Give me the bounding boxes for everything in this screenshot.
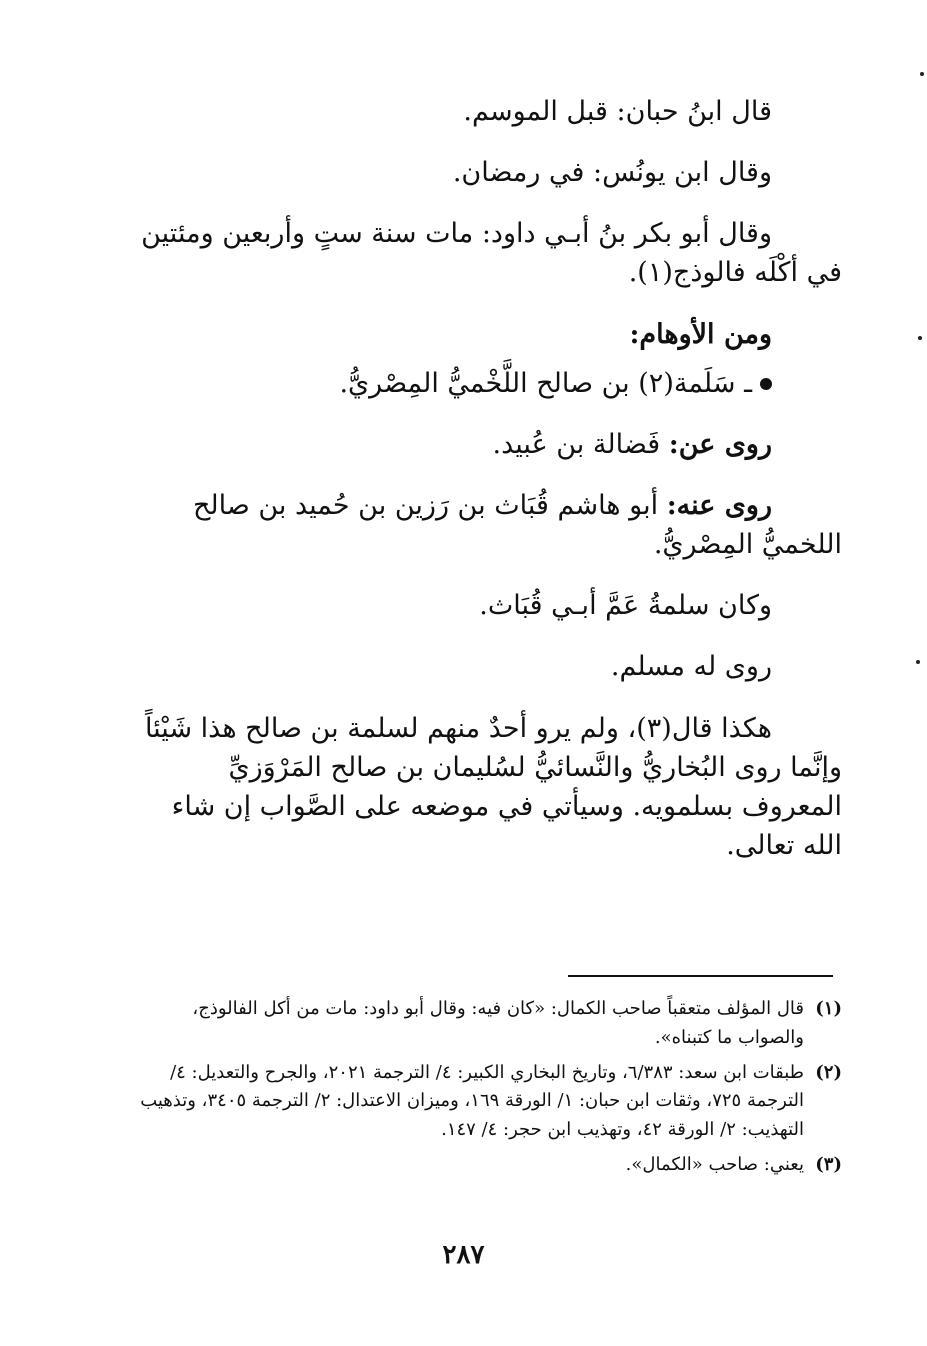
narrated-by-label: روى عنه: [666,489,772,521]
footnote-text: قال المؤلف متعقباً صاحب الكمال: «كان فيه: وقال أبو داود: مات من أكل الفالوذج، والصواب ما كتبناه». [192,998,804,1048]
footnote-text: يعني: صاحب «الكمال». [625,1153,804,1175]
footnote-2 [135,1059,842,1145]
paragraph-uncle: وكان سلمةُ عَمَّ أبـي قُبَاث. [479,590,772,622]
paragraph-ibn-hibban: قال ابنُ حبان: قبل الموسم. [463,96,772,127]
entry-heading-salama [130,364,842,403]
main-text [130,92,842,887]
paragraph-ibn-yunus: وقال ابن يونُس: في رمضان. [452,157,772,189]
footnote-3 [135,1151,842,1180]
narrated-from-text: فَضالة بن عُبيد. [492,428,669,460]
paragraph-narrated-from [130,425,842,464]
scan-speck [920,72,924,76]
paragraph-muslim: روى له مسلم. [610,651,772,683]
footnote-separator [568,975,833,977]
paragraph-commentary: هكذا قال(٣)، ولم يرو أحدٌ منهم لسلمة بن صالح هذا شَيْئاً وإنَّما روى البُخاريُّ والنَّسائيُّ لسُليمان بن صالح المَرْوَزيِّ المعروف بسلمويه. وسيأتي في موضعه على الصَّواب إن شاء الله تعالى. [144,712,842,861]
section-heading-errors: ومن الأوهام: [629,318,772,350]
entry-heading-text: ـ سَلَمة(٢) بن صالح اللَّخْميُّ المِصْريُّ. [339,367,752,399]
footnote-number: (٢) [815,1061,842,1083]
narrated-from-label: روى عن: [668,428,772,460]
scan-speck [916,660,920,664]
footnote-1 [135,995,842,1053]
footnote-text: طبقات ابن سعد: ٦/٣٨٣، وتاريخ البخاري الكبير: ٤/ الترجمة ٢٠٢١، والجرح والتعديل: ٤/ الترجمة ٧٢٥، وثقات ابن حبان: ١/ الورقة ١٦٩، وميزان الاعتدال: ٢/ الترجمة ٣٤٠٥، وتذهيب التهذيب: ٢/ الورقة ٤٢، وتهذيب ابن حجر: ٤/ ١٤٧. [140,1061,804,1141]
page-number: ٢٨٧ [442,1240,485,1270]
paragraph-abu-bakr: وقال أبو بكر بنُ أبـي داود: مات سنة ستٍ وأربعين ومئتين في أكْلَه فالوذج(١). [141,218,842,289]
narrated-by-text: أبو هاشم قُبَاث بن رَزين بن حُميد بن صالح اللخميُّ المِصْريُّ. [192,489,842,561]
bullet-icon [760,378,772,390]
footnote-number: (١) [815,998,842,1019]
footnotes [135,995,842,1186]
scan-speck [918,336,922,340]
paragraph-narrated-by [130,486,842,564]
footnote-number: (٣) [815,1153,842,1175]
